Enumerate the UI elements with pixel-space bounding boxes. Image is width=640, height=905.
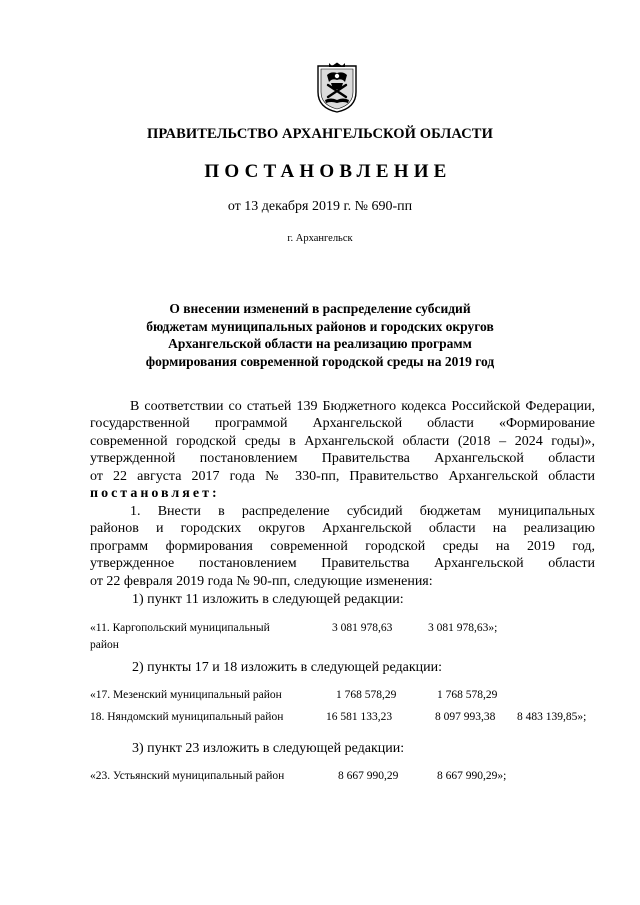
- text-line: утвержденное постановлением Правительства Архангельской области: [90, 556, 595, 572]
- government-name: ПРАВИТЕЛЬСТВО АРХАНГЕЛЬСКОЙ ОБЛАСТИ: [147, 126, 493, 142]
- row-value: 3 081 978,63: [332, 622, 393, 634]
- resolves-word: постановляет:: [90, 485, 220, 501]
- coat-of-arms-icon: [315, 62, 359, 114]
- row-value: 16 581 133,23: [326, 711, 393, 723]
- text-line: районов и городских округов Архангельской области на реализацию: [90, 521, 595, 537]
- sub-item-3: 3) пункт 23 изложить в следующей редакции:: [132, 741, 405, 756]
- row-value: 3 081 978,63»;: [428, 622, 498, 634]
- sub-item-1: 1) пункт 11 изложить в следующей редакции:: [132, 592, 404, 607]
- subject-line: Архангельской области на реализацию программ: [168, 336, 472, 351]
- row-name: 18. Няндомский муниципальный район: [90, 711, 284, 723]
- row-value: 1 768 578,29: [336, 689, 397, 701]
- document-date-number: от 13 декабря 2019 г. № 690-пп: [227, 199, 413, 214]
- row-value: 8 097 993,38: [435, 711, 496, 723]
- sub-item-2: 2) пункты 17 и 18 изложить в следующей редакции:: [132, 660, 443, 675]
- document-type: ПОСТАНОВЛЕНИЕ: [204, 161, 452, 182]
- text-line: [90, 485, 595, 502]
- row-value: 8 483 139,85»;: [517, 711, 587, 723]
- subject-line: формирования современной городской среды на 2019 год: [145, 353, 495, 369]
- text-line: от 22 августа 2017 года № 330-пп, Правительство Архангельской области: [90, 468, 595, 484]
- subject-line: О внесении изменений в распределение субсидий: [169, 301, 471, 316]
- document-subject: [0, 300, 640, 370]
- row-name: «23. Устьянский муниципальный район: [90, 770, 285, 782]
- text-line: государственной программой Архангельской области «Формирование: [90, 416, 595, 432]
- row-name: «17. Мезенский муниципальный район: [90, 689, 282, 701]
- document-city: г. Архангельск: [287, 233, 353, 244]
- row-value: 8 667 990,29: [338, 770, 399, 782]
- text-line: от 22 февраля 2019 года № 90-пп, следующие изменения:: [90, 573, 433, 589]
- text-line: 1. Внести в распределение субсидий бюджетам муниципальных: [130, 504, 595, 519]
- subject-line: бюджетам муниципальных районов и городских округов: [146, 318, 494, 334]
- row-value: 8 667 990,29»;: [437, 770, 507, 782]
- row-name: «11. Каргопольский муниципальный: [90, 622, 270, 634]
- row-name-continued: район: [90, 639, 119, 651]
- item-1-paragraph: [90, 503, 595, 590]
- row-value: 1 768 578,29: [437, 689, 498, 701]
- text-line: утвержденной постановлением Правительства Архангельской области: [90, 451, 595, 467]
- preamble-paragraph: [90, 398, 595, 502]
- text-line: современной городской среды в Архангельской области (2018 – 2024 годы)»,: [90, 433, 595, 449]
- text-line: программ формирования современной городской среды на 2019 год,: [90, 538, 595, 554]
- text-line: В соответствии со статьей 139 Бюджетного кодекса Российской Федерации,: [130, 399, 595, 414]
